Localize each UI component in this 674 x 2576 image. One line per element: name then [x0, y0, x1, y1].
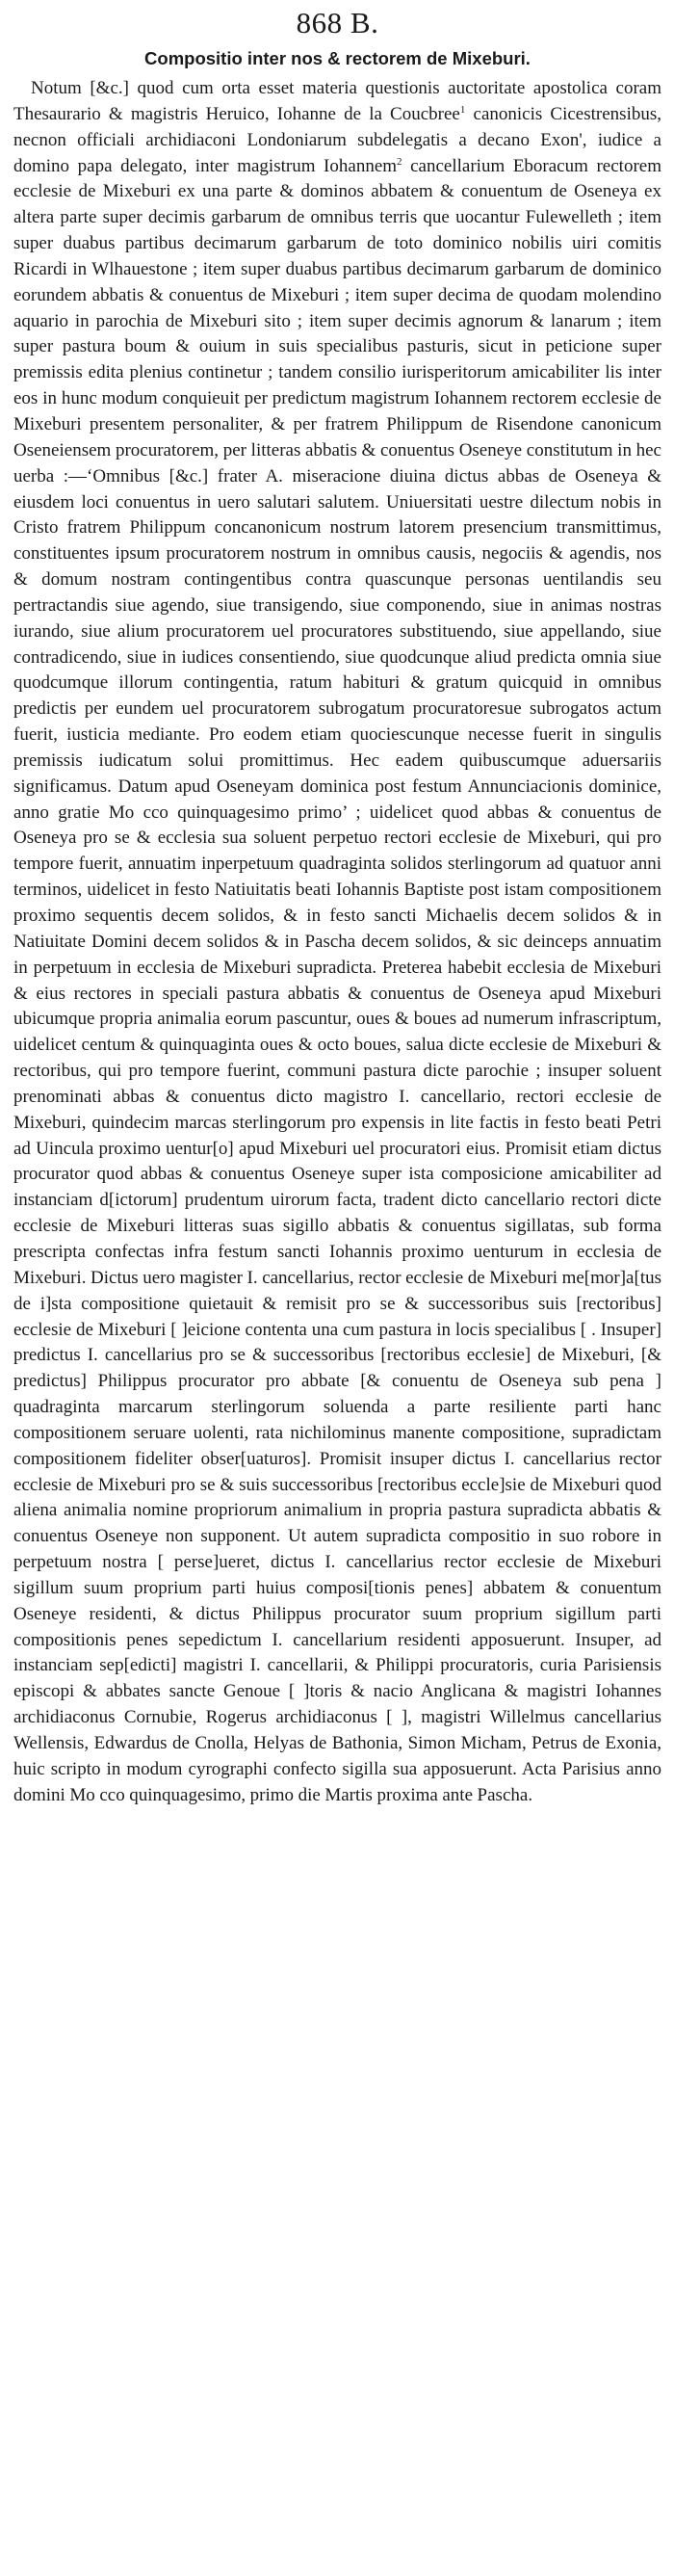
body-text-part-2: canonicis Cicestrensibus, necnon officiali archidiaconi Londoniarum subdelegatis a decano Exon', iudice a domino papa delegato, inter magistrum Iohannem: [13, 103, 661, 176]
body-text: [13, 76, 661, 1809]
body-text-part-3: cancellarium Eboracum rectorem ecclesie de Mixeburi ex una parte & dominos abbatem & conuentum de Oseneya ex altera parte super decimis garbarum de omnibus terris que uocantur Fulewelleth ; item super duabus partibus decimarum garbarum de toto dominico nobilis uiri comitis Ricardi in Wlhauestone ; item super duabus partibus decimarum garbarum de dominico eorundem abbatis & conuentus de Mixeburi ; item super decima de quodam molendino aquario in parochia de Mixeburi sito ; item super decimis agnorum & lanarum ; item super pastura boum & ouium in suis specialibus pasturis, sicut in peticione super premissis edita plenius continetur ; tandem consilio iurisperitorum amicabiliter lis inter eos in hunc modum conquieuit per predictum magistrum Iohannem rectorem ecclesie de Mixeburi presentem personaliter, & per fratrem Philippum de Risendone canonicum Oseneiensem procuratorem, per litteras abbatis & conuentus Oseneye constitutum in hec uerba :—‘Omnibus [&c.] frater A. miseracione diuina dictus abbas de Oseneya & eiusdem loci conuentus in uero salutari salutem. Uniuersitati uestre dilectum nobis in Cristo fratrem Philippum concanonicum nostrum latorem presencium transmittimus, constituentes ipsum procuratorem nostrum in omnibus causis, negociis & agendis, nos & domum nostram contingentibus contra quascunque personas uentilandis seu pertractandis siue agendo, siue transigendo, siue componendo, siue in animas nostras iurando, siue alium procuratorem uel procuratores substituendo, siue appellando, siue contradicendo, siue in iudices consentiendo, siue quodcunque aliud predicta omnia siue quodcumque illorum contingentia, ratum habituri & gratum quicquid in omnibus predictis per eundem uel procuratorem subrogatum procuratoresue subrogatos actum fuerit, iusticia mediante. Pro eodem etiam quociescunque necesse fuerit in singulis premissis iudicatum solui promittimus. Hec eadem quibuscumque aduersariis significamus. Datum apud Oseneyam dominica post festum Annunciacionis dominice, anno gratie Mo cco quinquagesimo primo’ ; uidelicet quod abbas & conuentus de Oseneya pro se & ecclesia sua soluent perpetuo rectori ecclesie de Mixeburi, qui pro tempore fuerit, annuatim inperpetuum quadraginta solidos sterlingorum ad quatuor anni terminos, uidelicet in festo Natiuitatis beati Iohannis Baptiste post istam compositionem proximo sequentis decem solidos, & in festo sancti Michaelis decem solidos & in Natiuitate Domini decem solidos & in Pascha decem solidos, & sic deinceps annuatim in perpetuum in ecclesia de Mixeburi supradicta. Preterea habebit ecclesia de Mixeburi & eius rectores in speciali pastura abbatis & conuentus de Oseneya apud Mixeburi ubicumque propria animalia eorum pascuntur, oues & boues ad numerum infrascriptum, uidelicet centum & quinquaginta oues & octo boues, salua dicte ecclesie de Mixeburi & rectoribus, qui pro tempore fuerint, communi pastura dicte parochie ; insuper soluent prenominati abbas & conuentus dicto magistro I. cancellario, rectori ecclesie de Mixeburi, quindecim marcas sterlingorum pro expensis in lite factis in festo beati Petri ad Uincula proximo uentur[o] apud Mixeburi uel procuratori eius. Promisit etiam dictus procurator quod abbas & conuentus Oseneye super ista composicione amicabiliter ad instanciam d[ictorum] prudentum uirorum facta, tradent dicto cancellario rectori dicte ecclesie de Mixeburi litteras suas sigillo abbatis & conuentus sigillatas, sub forma prescripta confectas infra festum sancti Iohannis proximo uenturum in ecclesia de Mixeburi. Dictus uero magister I. cancellarius, rector ecclesie de Mixeburi me[mor]a[tus de i]sta compositione quietauit & remisit pro se & successoribus suis [rectoribus] ecclesie de Mixeburi [ ]eicione contenta una cum pastura in locis specialibus [ . Insuper] predictus I. cancellarius pro se & successoribus [rectoribus ecclesie] de Mixeburi, [& predictus] Philippus procurator pro abbate [& conuentu de Oseneya sub pena ] quadraginta marcarum sterlingorum soluenda a parte resiliente parti hanc compositionem seruare uolenti, rata nichilominus manente compositione, supradictam compositionem fideliter obser[uaturos]. Promisit insuper dictus I. cancellarius rector ecclesie de Mixeburi pro se & suis successoribus [rectoribus eccle]sie de Mixeburi quod aliena animalia nomine propriorum animalium in propria pastura supradicta abbatis & conuentus Oseneye non supponent. Ut autem supradicta compositio in suo robore in perpetuum nostra [ perse]ueret, dictus I. cancellarius rector ecclesie de Mixeburi sigillum suum proprium parti huius composi[tionis penes] abbatem & conuentum Oseneye residenti, & dictus Philippus procurator suum proprium sigillum parti compositionis penes sepedictum I. cancellarium residenti apposuerunt. Insuper, ad instanciam sep[edicti] magistri I. cancellarii, & Philippi procuratoris, curia Parisiensis episcopi & abbates sancte Genoue [ ]toris & nacio Anglicana & magistri Iohannes archidiaconus Cornubie, Rogerus archidiaconus [ ], magistri Willelmus cancellarius Wellensis, Edwardus de Cnolla, Helyas de Bathonia, Simon Micham, Petrus de Exonia, huic scripto in modum cyrographi confecto sigilla sua apposuerunt. Acta Parisius anno domini Mo cco quinquagesimo, primo die Martis proxima ante Pascha.: [13, 155, 661, 1805]
entry-number: 868 B.: [296, 6, 379, 39]
footnote-marker-1[interactable]: 1: [459, 103, 466, 116]
body-text-part-1: Notum [&c.] quod cum orta esset materia questionis auctoritate apostolica coram Thesaurario & magistris Heruico, Iohanne de la Coucbree: [13, 78, 661, 124]
entry-title: Compositio inter nos & rectorem de Mixeburi.: [144, 48, 531, 68]
footnote-marker-2[interactable]: 2: [397, 155, 402, 168]
